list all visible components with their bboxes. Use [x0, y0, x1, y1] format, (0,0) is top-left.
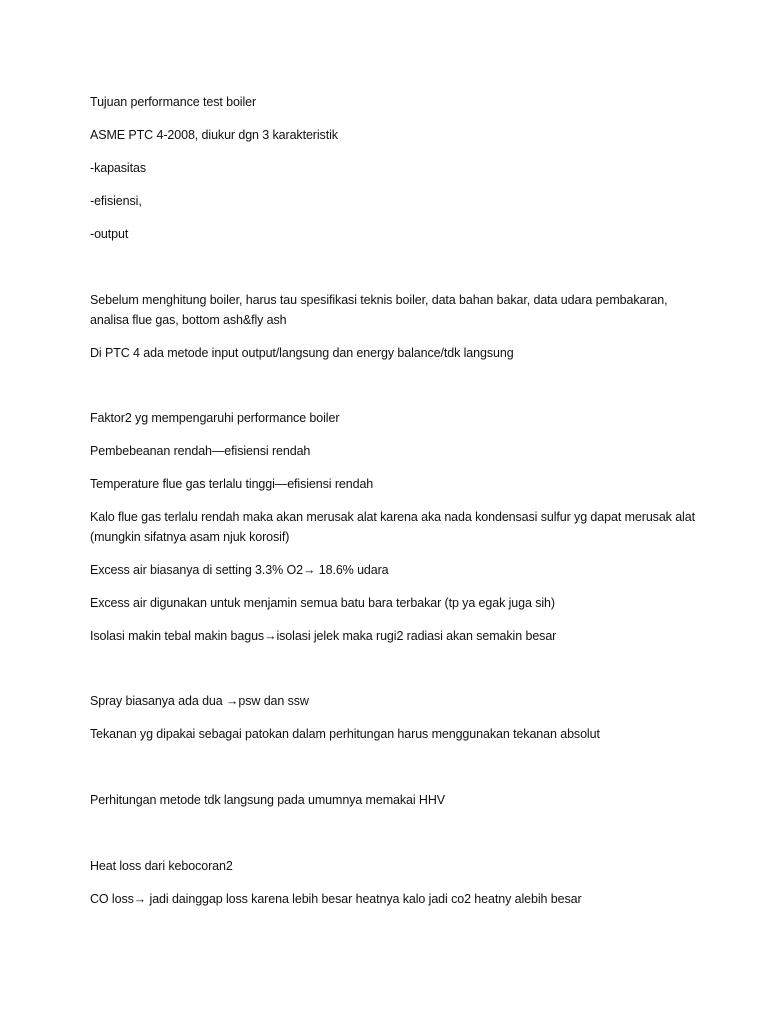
paragraph-sebelum: Sebelum menghitung boiler, harus tau spesifikasi teknis boiler, data bahan bakar, data udara pembakaran, analisa flue gas, bottom ash&fly ash	[90, 293, 668, 327]
list-item-output: -output	[90, 227, 129, 241]
paragraph-spray: Spray biasanya ada dua →psw dan ssw	[90, 694, 309, 708]
paragraph-kalo-flue-gas: Kalo flue gas terlalu rendah maka akan merusak alat karena aka nada kondensasi sulfur yg dapat merusak alat (mungkin sifatnya asam njuk korosif)	[90, 510, 695, 544]
list-item-kapasitas: -kapasitas	[90, 161, 146, 175]
paragraph-ptc4: Di PTC 4 ada metode input output/langsung dan energy balance/tdk langsung	[90, 346, 514, 360]
paragraph-perhitungan: Perhitungan metode tdk langsung pada umumnya memakai HHV	[90, 793, 446, 807]
paragraph-co-loss: CO loss→ jadi dainggap loss karena lebih besar heatnya kalo jadi co2 heatny alebih besar	[90, 892, 582, 906]
paragraph-tekanan: Tekanan yg dipakai sebagai patokan dalam perhitungan harus menggunakan tekanan absolut	[90, 727, 600, 741]
paragraph-temperature: Temperature flue gas terlalu tinggi—efisiensi rendah	[90, 477, 374, 491]
paragraph-excess-air-setting: Excess air biasanya di setting 3.3% O2→ 18.6% udara	[90, 563, 389, 577]
paragraph-pembebanan: Pembebeanan rendah—efisiensi rendah	[90, 444, 311, 458]
heading-tujuan: Tujuan performance test boiler	[90, 95, 257, 109]
paragraph-excess-air-usage: Excess air digunakan untuk menjamin semua batu bara terbakar (tp ya egak juga sih)	[90, 596, 555, 610]
paragraph-isolasi: Isolasi makin tebal makin bagus→isolasi jelek maka rugi2 radiasi akan semakin besar	[90, 629, 557, 643]
heading-faktor: Faktor2 yg mempengaruhi performance boiler	[90, 411, 340, 425]
heading-heat-loss: Heat loss dari kebocoran2	[90, 859, 233, 873]
paragraph-asme: ASME PTC 4-2008, diukur dgn 3 karakteristik	[90, 128, 338, 142]
list-item-efisiensi: -efisiensi,	[90, 194, 142, 208]
